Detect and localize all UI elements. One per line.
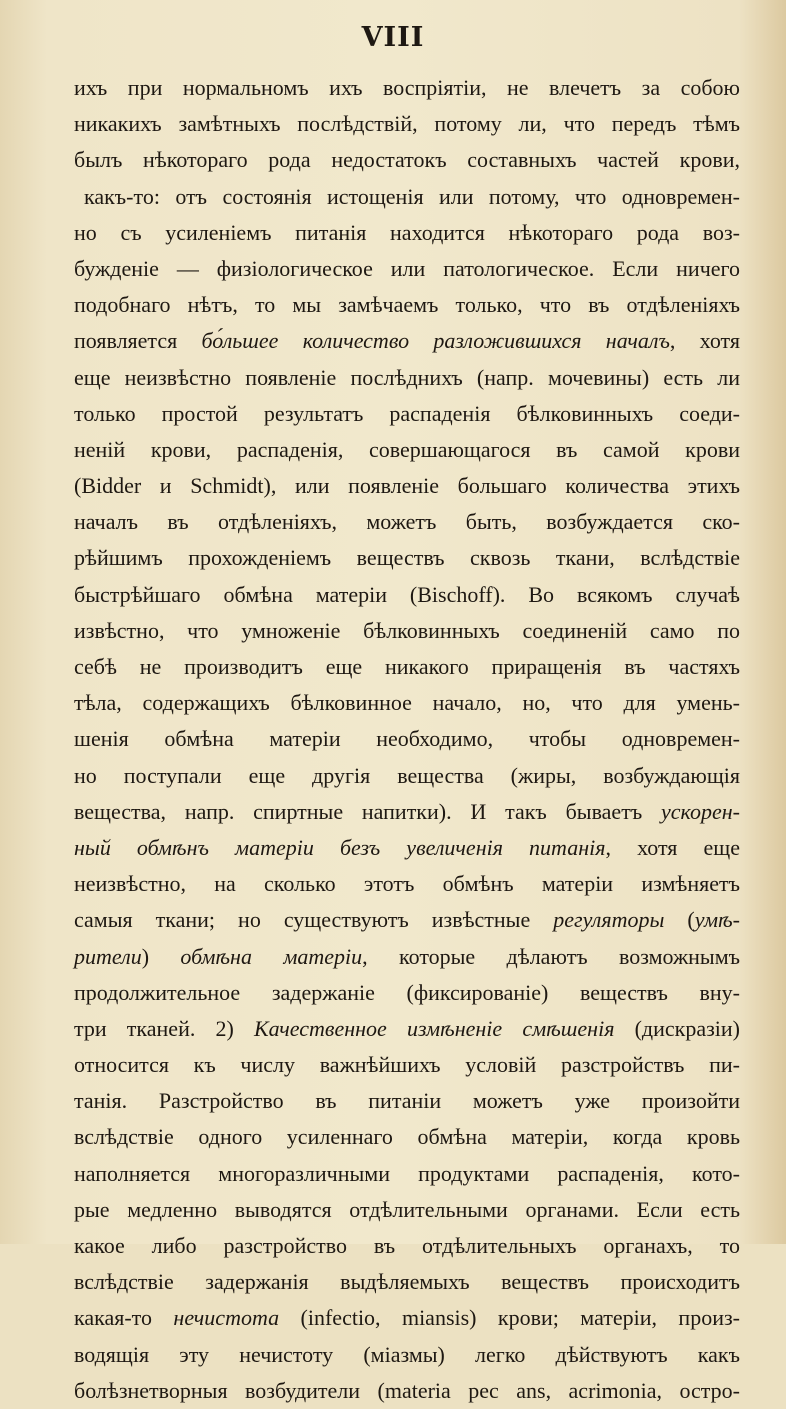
text-line [74, 70, 740, 106]
text-line [74, 1011, 740, 1047]
text-segment: еще неизвѣстно появленіе послѣднихъ (напр. мочевины) есть ли [74, 364, 740, 390]
text-line [74, 504, 740, 540]
text-segment: извѣстно, что умноженіе бѣлковинныхъ соединеній само по [74, 617, 740, 643]
text-segment: продолжительное задержаніе (фиксированіе) веществъ вну- [74, 979, 740, 1005]
text-line [74, 432, 740, 468]
text-line [74, 1083, 740, 1119]
text-line [74, 613, 740, 649]
text-line [74, 866, 740, 902]
text-line [74, 251, 740, 287]
text-segment: танія. Разстройство въ питаніи можетъ уже произойти [74, 1088, 740, 1114]
italic-segment: бо́льшее количество разложившихся началъ [201, 328, 670, 354]
text-segment: вслѣдствіе одного усиленнаго обмѣна матеріи, когда кровь [74, 1124, 740, 1150]
text-line [74, 1119, 740, 1155]
text-segment: (infectio, miansis) крови; матеріи, произ- [279, 1305, 740, 1331]
text-line [74, 1047, 740, 1083]
text-line [74, 1373, 740, 1409]
text-segment: началъ въ отдѣленіяхъ, можетъ быть, возбуждается ско- [74, 509, 740, 535]
text-line [74, 721, 740, 757]
text-line [74, 287, 740, 323]
text-segment: ) [141, 943, 181, 969]
text-segment: подобнаго нѣтъ, то мы замѣчаемъ только, что въ отдѣленіяхъ [74, 292, 740, 318]
italic-segment: регуляторы [553, 907, 665, 933]
text-line [74, 939, 740, 975]
text-line [74, 649, 740, 685]
text-segment: но поступали еще другія вещества (жиры, возбуждающія [74, 762, 740, 788]
text-segment: вещества, напр. спиртные напитки). И такъ бываетъ [74, 798, 661, 824]
text-line [74, 106, 740, 142]
text-line [74, 1228, 740, 1264]
text-segment: неизвѣстно, на сколько этотъ обмѣнъ матеріи измѣняетъ [74, 871, 740, 897]
text-segment: тѣла, содержащихъ бѣлковинное начало, но, что для умень- [74, 690, 740, 716]
text-segment: какъ-то: отъ состоянія истощенія или потому, что одновремен- [84, 183, 740, 209]
italic-segment: умѣ- [694, 907, 740, 933]
page-number: VIII [361, 22, 425, 53]
text-line [74, 396, 740, 432]
text-line [74, 758, 740, 794]
text-segment: (дискразіи) [614, 1015, 740, 1041]
text-line [74, 1156, 740, 1192]
italic-segment: ный обмѣнъ матеріи безъ увеличенія питанія [74, 834, 606, 860]
text-segment: болѣзнетворныя возбудители (materia pec ans, acrimonia, остро- [74, 1377, 740, 1403]
text-segment: неній крови, распаденія, совершающагося въ самой крови [74, 436, 740, 462]
text-line [74, 142, 740, 178]
text-line [74, 1337, 740, 1373]
text-segment: бужденіе — физіологическое или патологическое. Если ничего [74, 255, 740, 281]
italic-segment: обмѣна матеріи [180, 943, 363, 969]
italic-segment: Качественное измѣненіе смѣшенія [253, 1015, 615, 1041]
text-segment: рѣйшимъ прохожденіемъ веществъ сквозь ткани, вслѣдствіе [74, 545, 740, 571]
text-line [74, 468, 740, 504]
text-line [74, 830, 740, 866]
italic-segment: рители [74, 943, 142, 969]
italic-segment: нечистота [173, 1305, 280, 1331]
text-segment: быстрѣйшаго обмѣна матеріи (Bischoff). Во всякомъ случаѣ [74, 581, 740, 607]
text-segment: себѣ не производитъ еще никакого приращенія въ частяхъ [74, 654, 740, 679]
text-segment: самыя ткани; но существуютъ извѣстные [74, 907, 554, 933]
text-line [74, 794, 740, 830]
text-line [74, 360, 740, 396]
text-line [74, 215, 740, 251]
text-segment: появляется [74, 328, 202, 354]
text-segment: наполняется многоразличными продуктами распаденія, кото- [74, 1160, 740, 1186]
text-segment: , хотя [669, 328, 740, 354]
body-text [74, 70, 740, 1409]
text-line [74, 902, 740, 938]
text-segment: былъ нѣкотораго рода недостатокъ составныхъ частей крови, [74, 147, 740, 173]
italic-segment: ускорен- [661, 798, 740, 824]
text-line [74, 179, 740, 215]
text-segment: никакихъ замѣтныхъ послѣдствій, потому ли, что передъ тѣмъ [74, 111, 740, 137]
text-line [74, 1264, 740, 1300]
text-segment: , хотя еще [605, 834, 740, 860]
text-segment: ихъ при нормальномъ ихъ воспріятіи, не влечетъ за собою [74, 75, 740, 100]
text-segment: водящія эту нечистоту (міазмы) легко дѣйствуютъ какъ [74, 1341, 740, 1367]
text-segment: какое либо разстройство въ отдѣлительныхъ органахъ, то [74, 1233, 740, 1258]
text-segment: какая-то [74, 1305, 174, 1331]
text-line [74, 1300, 740, 1336]
text-segment: , которые дѣлаютъ возможнымъ [362, 943, 740, 969]
text-segment: вслѣдствіе задержанія выдѣляемыхъ веществъ происходитъ [74, 1269, 740, 1295]
text-segment: только простой результатъ распаденія бѣлковинныхъ соеди- [74, 400, 740, 426]
text-segment: (Bidder и Schmidt), или появленіе большаго количества этихъ [74, 473, 740, 499]
text-segment: рые медленно выводятся отдѣлительными органами. Если есть [74, 1196, 740, 1222]
text-segment: три тканей. 2) [74, 1015, 254, 1041]
text-line [74, 540, 740, 576]
text-segment: ( [664, 907, 695, 933]
text-line [74, 1192, 740, 1228]
text-segment: относится къ числу важнѣйшихъ условій разстройствъ пи- [74, 1052, 740, 1078]
text-line [74, 577, 740, 613]
text-line [74, 323, 740, 359]
text-line [74, 975, 740, 1011]
text-line [74, 685, 740, 721]
text-segment: но съ усиленіемъ питанія находится нѣкотораго рода воз- [74, 219, 740, 245]
text-segment: шенія обмѣна матеріи необходимо, чтобы одновремен- [74, 726, 740, 752]
